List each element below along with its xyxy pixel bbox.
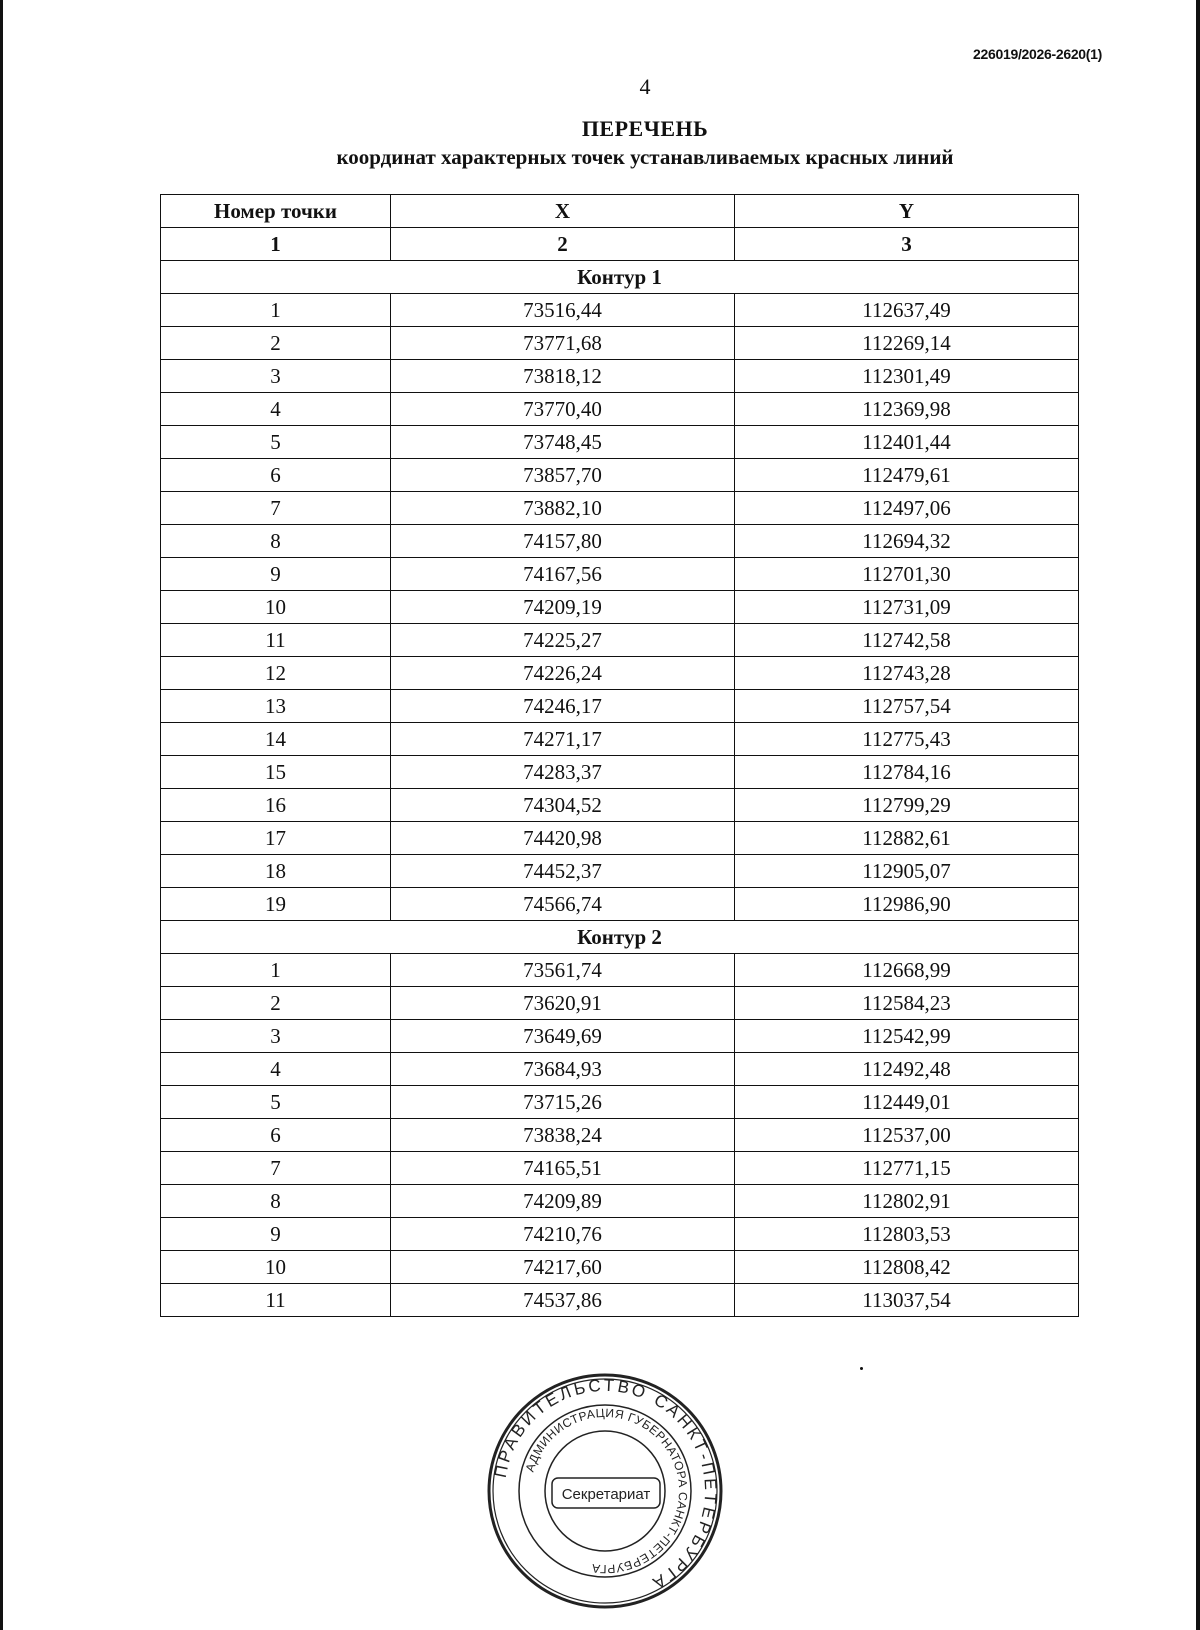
point-number-cell: 15 [161, 756, 391, 789]
x-coordinate-cell: 73684,93 [391, 1053, 735, 1086]
table-row [161, 855, 1079, 888]
x-coordinate-cell: 73748,45 [391, 426, 735, 459]
table-header-row [161, 195, 1079, 228]
y-coordinate-cell: 112905,07 [735, 855, 1079, 888]
table-row [161, 558, 1079, 591]
x-coordinate-cell: 73818,12 [391, 360, 735, 393]
y-coordinate-cell: 112537,00 [735, 1119, 1079, 1152]
page-number: 4 [639, 74, 651, 99]
point-number-cell: 3 [161, 1020, 391, 1053]
y-coordinate-cell: 112771,15 [735, 1152, 1079, 1185]
y-coordinate-cell: 112882,61 [735, 822, 1079, 855]
x-coordinate-cell: 74271,17 [391, 723, 735, 756]
table-row [161, 393, 1079, 426]
point-number-cell: 17 [161, 822, 391, 855]
y-coordinate-cell: 112808,42 [735, 1251, 1079, 1284]
x-coordinate-cell: 74246,17 [391, 690, 735, 723]
point-number-cell: 3 [161, 360, 391, 393]
y-coordinate-cell: 112701,30 [735, 558, 1079, 591]
x-coordinate-cell: 73857,70 [391, 459, 735, 492]
x-coordinate-cell: 73838,24 [391, 1119, 735, 1152]
point-number-cell: 5 [161, 1086, 391, 1119]
document-subtitle: координат характерных точек устанавливаемых красных линий [336, 145, 954, 169]
scan-edge-mark [0, 1495, 3, 1630]
contour-row [161, 921, 1079, 954]
table-row [161, 525, 1079, 558]
point-number-cell: 18 [161, 855, 391, 888]
x-coordinate-cell: 74167,56 [391, 558, 735, 591]
table-row [161, 987, 1079, 1020]
point-number-cell: 1 [161, 294, 391, 327]
table-row [161, 1284, 1079, 1317]
contour-row [161, 261, 1079, 294]
column-header-y: Y [735, 195, 1079, 228]
column-number: 2 [391, 228, 735, 261]
table-row [161, 789, 1079, 822]
table-row [161, 954, 1079, 987]
column-number-row [161, 228, 1079, 261]
column-header-x: X [391, 195, 735, 228]
x-coordinate-cell: 73715,26 [391, 1086, 735, 1119]
x-coordinate-cell: 74283,37 [391, 756, 735, 789]
table-row [161, 690, 1079, 723]
y-coordinate-cell: 112492,48 [735, 1053, 1079, 1086]
y-coordinate-cell: 112301,49 [735, 360, 1079, 393]
point-number-cell: 13 [161, 690, 391, 723]
table-row [161, 1251, 1079, 1284]
y-coordinate-cell: 112637,49 [735, 294, 1079, 327]
coordinates-table [160, 194, 1079, 1317]
y-coordinate-cell: 112584,23 [735, 987, 1079, 1020]
x-coordinate-cell: 73770,40 [391, 393, 735, 426]
scan-edge-right [1196, 0, 1200, 1630]
point-number-cell: 12 [161, 657, 391, 690]
column-number: 1 [161, 228, 391, 261]
y-coordinate-cell: 112497,06 [735, 492, 1079, 525]
x-coordinate-cell: 73620,91 [391, 987, 735, 1020]
point-number-cell: 6 [161, 459, 391, 492]
x-coordinate-cell: 74537,86 [391, 1284, 735, 1317]
table-row [161, 426, 1079, 459]
table-row [161, 294, 1079, 327]
table-row [161, 360, 1079, 393]
x-coordinate-cell: 74157,80 [391, 525, 735, 558]
point-number-cell: 7 [161, 1152, 391, 1185]
point-number-cell: 8 [161, 1185, 391, 1218]
y-coordinate-cell: 112803,53 [735, 1218, 1079, 1251]
scan-edge-left [0, 0, 3, 1630]
y-coordinate-cell: 112479,61 [735, 459, 1079, 492]
x-coordinate-cell: 74452,37 [391, 855, 735, 888]
table-row [161, 888, 1079, 921]
point-number-cell: 14 [161, 723, 391, 756]
table-row [161, 1119, 1079, 1152]
point-number-cell: 5 [161, 426, 391, 459]
seal-outer-text: ПРАВИТЕЛЬСТВО САНКТ-ПЕТЕРБУРГА [490, 1375, 721, 1594]
point-number-cell: 9 [161, 1218, 391, 1251]
table-row [161, 492, 1079, 525]
x-coordinate-cell: 74165,51 [391, 1152, 735, 1185]
contour-label: Контур 2 [161, 921, 1079, 954]
point-number-cell: 11 [161, 624, 391, 657]
table-row [161, 1185, 1079, 1218]
stray-dot [860, 1367, 863, 1370]
column-number: 3 [735, 228, 1079, 261]
point-number-cell: 10 [161, 591, 391, 624]
x-coordinate-cell: 74566,74 [391, 888, 735, 921]
x-coordinate-cell: 73882,10 [391, 492, 735, 525]
point-number-cell: 16 [161, 789, 391, 822]
table-row [161, 822, 1079, 855]
point-number-cell: 9 [161, 558, 391, 591]
y-coordinate-cell: 112401,44 [735, 426, 1079, 459]
y-coordinate-cell: 112731,09 [735, 591, 1079, 624]
contour-label: Контур 1 [161, 261, 1079, 294]
table-row [161, 723, 1079, 756]
point-number-cell: 2 [161, 327, 391, 360]
x-coordinate-cell: 73649,69 [391, 1020, 735, 1053]
table-row [161, 327, 1079, 360]
point-number-cell: 11 [161, 1284, 391, 1317]
y-coordinate-cell: 112369,98 [735, 393, 1079, 426]
x-coordinate-cell: 74420,98 [391, 822, 735, 855]
x-coordinate-cell: 74304,52 [391, 789, 735, 822]
document-title: ПЕРЕЧЕНЬ [581, 116, 709, 141]
y-coordinate-cell: 112542,99 [735, 1020, 1079, 1053]
x-coordinate-cell: 73561,74 [391, 954, 735, 987]
table-row [161, 624, 1079, 657]
y-coordinate-cell: 113037,54 [735, 1284, 1079, 1317]
table-row [161, 1053, 1079, 1086]
x-coordinate-cell: 74226,24 [391, 657, 735, 690]
x-coordinate-cell: 74217,60 [391, 1251, 735, 1284]
y-coordinate-cell: 112742,58 [735, 624, 1079, 657]
point-number-cell: 8 [161, 525, 391, 558]
column-header-point-number: Номер точки [161, 195, 391, 228]
y-coordinate-cell: 112743,28 [735, 657, 1079, 690]
table-row [161, 657, 1079, 690]
point-number-cell: 4 [161, 393, 391, 426]
point-number-cell: 7 [161, 492, 391, 525]
y-coordinate-cell: 112694,32 [735, 525, 1079, 558]
table-row [161, 756, 1079, 789]
point-number-cell: 10 [161, 1251, 391, 1284]
y-coordinate-cell: 112775,43 [735, 723, 1079, 756]
point-number-cell: 2 [161, 987, 391, 1020]
document-number: 226019/2026-2620(1) [973, 46, 1102, 62]
x-coordinate-cell: 74210,76 [391, 1218, 735, 1251]
seal-inner-text: АДМИНИСТРАЦИЯ ГУБЕРНАТОРА САНКТ-ПЕТЕРБУРГА [522, 1405, 691, 1577]
table-row [161, 591, 1079, 624]
y-coordinate-cell: 112784,16 [735, 756, 1079, 789]
y-coordinate-cell: 112449,01 [735, 1086, 1079, 1119]
y-coordinate-cell: 112802,91 [735, 1185, 1079, 1218]
x-coordinate-cell: 74225,27 [391, 624, 735, 657]
table-body [161, 261, 1079, 1317]
table-row [161, 1020, 1079, 1053]
y-coordinate-cell: 112668,99 [735, 954, 1079, 987]
seal-center-text: Секретариат [561, 1486, 651, 1503]
table-row [161, 1218, 1079, 1251]
table-row [161, 1086, 1079, 1119]
point-number-cell: 4 [161, 1053, 391, 1086]
x-coordinate-cell: 73516,44 [391, 294, 735, 327]
y-coordinate-cell: 112799,29 [735, 789, 1079, 822]
point-number-cell: 1 [161, 954, 391, 987]
y-coordinate-cell: 112757,54 [735, 690, 1079, 723]
x-coordinate-cell: 74209,19 [391, 591, 735, 624]
x-coordinate-cell: 73771,68 [391, 327, 735, 360]
y-coordinate-cell: 112986,90 [735, 888, 1079, 921]
y-coordinate-cell: 112269,14 [735, 327, 1079, 360]
point-number-cell: 6 [161, 1119, 391, 1152]
official-seal [486, 1372, 724, 1610]
point-number-cell: 19 [161, 888, 391, 921]
table-row [161, 459, 1079, 492]
x-coordinate-cell: 74209,89 [391, 1185, 735, 1218]
table-row [161, 1152, 1079, 1185]
